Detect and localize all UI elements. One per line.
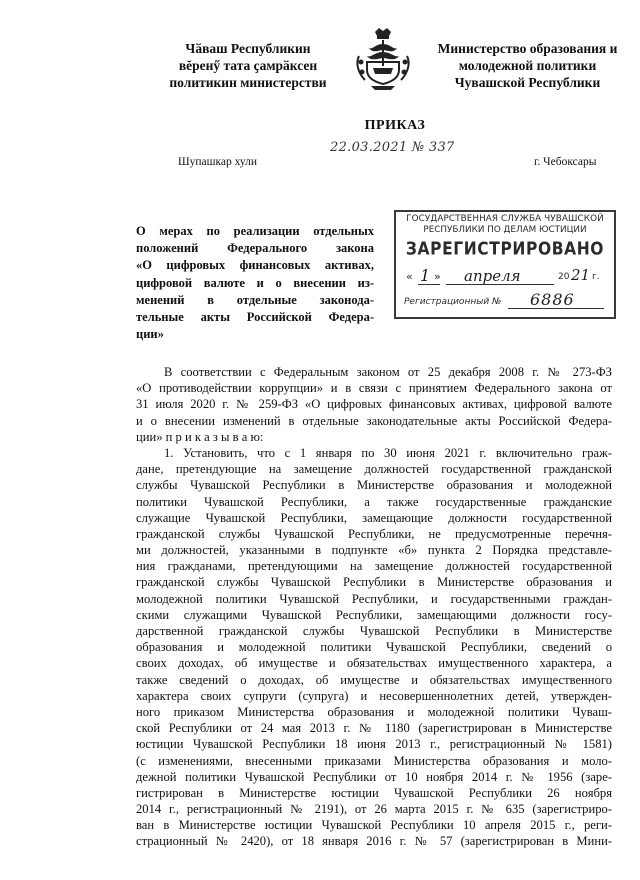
- subject-line: ции»: [136, 327, 164, 342]
- body-line: ния гражданами, претендующими на замещение должностей государственной: [136, 559, 612, 574]
- stamp-line1: ГОСУДАРСТВЕННАЯ СЛУЖБА ЧУВАШСКОЙ: [406, 214, 604, 224]
- body-line: дане, претендующие на замещение должностей государственной гражданской: [136, 462, 612, 477]
- body-line: гражданской службы Чувашской Республики в Министерстве образования и: [136, 575, 612, 590]
- stamp-day: 1: [420, 266, 431, 285]
- stamp-reg-label: Регистрационный №: [404, 297, 502, 307]
- subject-line: положений Федерального закона: [136, 241, 374, 256]
- subject-line: цифровой валюте и о внесении из-: [136, 275, 374, 290]
- body-line: молодежной политики Чувашской Республики, и государственными граждан-: [136, 591, 612, 606]
- subject-line: «О цифровых финансовых активах,: [136, 258, 374, 273]
- header-left-line: политикин министерстви: [169, 75, 327, 90]
- order-title: ПРИКАЗ: [364, 118, 426, 133]
- place-chuvash: Шупашкар хули: [178, 156, 258, 168]
- body-line: гистрирован в Министерстве юстиции Чувашской Республики 26 ноября: [136, 785, 612, 800]
- body-line: ного приказом Министерства образования и молодежной политики Чуваш-: [136, 704, 612, 719]
- header-right-russian: [425, 40, 630, 91]
- stamp-line2: РЕСПУБЛИКИ ПО ДЕЛАМ ЮСТИЦИИ: [423, 225, 587, 235]
- body-line: ции» п р и к а з ы в а ю:: [136, 429, 264, 444]
- registration-stamp: [394, 210, 616, 319]
- subject-line: О мерах по реализации отдельных: [136, 224, 374, 238]
- order-subject: [136, 223, 374, 343]
- chuvash-coat-of-arms-icon: [353, 26, 413, 92]
- order-body: [136, 364, 612, 850]
- stamp-reg-number: 6886: [530, 290, 575, 309]
- body-line: страционный № 2420), от 18 января 2016 г. № 57 (зарегистрирован в Мини-: [136, 834, 612, 849]
- body-line: ми должностей, указанными в подпункте «б» пункта 2 Порядка представле-: [136, 543, 612, 558]
- header-right-line: Чувашской Республики: [454, 75, 601, 90]
- header-left-line: Чӑваш Республикин: [185, 41, 311, 56]
- body-line: «О противодействии коррупции» и в связи с принятием Федерального закона от: [136, 381, 612, 396]
- body-line: ской Республики от 24 мая 2013 г. № 1180 (зарегистрирован в Министерстве: [136, 721, 612, 736]
- body-line: дарственной гражданской службы Чувашской Республики в Министерстве: [136, 624, 612, 638]
- body-line: служащие Чувашской Республики, замещающие должности государственной: [136, 510, 612, 525]
- subject-line: тельные акты Российской Федера-: [136, 310, 374, 325]
- body-line: (с изменениями, внесенными приказами Министерства образования и моло-: [136, 753, 612, 768]
- place-russian: г. Чебоксары: [534, 156, 597, 168]
- body-line: также сведений о доходах, об имуществе и обязательствах имущественного: [136, 672, 612, 687]
- body-line: гражданской службы Чувашской Республики, не предусмотренные перечня-: [136, 526, 612, 541]
- stamp-reg-row: [396, 292, 614, 312]
- body-line: дежной политики Чувашской Республики от 10 ноября 2014 г. № 1956 (заре-: [136, 769, 612, 784]
- header-left-chuvash: [148, 40, 348, 91]
- stamp-year-unit: г.: [592, 272, 600, 282]
- stamp-year-prefix: 20: [558, 272, 570, 282]
- stamp-registered: ЗАРЕГИСТРИРОВАНО: [405, 238, 605, 260]
- body-line: своих доходах, об имуществе и обязательствах имущественного характера, а: [136, 656, 612, 671]
- stamp-month: апреля: [464, 267, 521, 285]
- body-line: и о внесении изменений в отдельные законодательные акты Российской Федера-: [136, 413, 612, 428]
- body-line: образования и молодежной политики Чувашской Республики, сведений о: [136, 640, 612, 655]
- body-line: ван в Министерстве юстиции Чувашской Республики 10 апреля 2015 г., реги-: [136, 818, 612, 833]
- stamp-date-row: [396, 268, 614, 290]
- header-right-line: молодежной политики: [458, 58, 597, 73]
- subject-line: менений в отдельные законода-: [136, 292, 374, 307]
- header-right-line: Министерство образования и: [437, 41, 618, 56]
- stamp-day-open: «: [406, 270, 413, 283]
- order-date-number-handwritten: 22.03.2021 № 337: [330, 140, 455, 155]
- body-line: 2014 г., регистрационный № 2191), от 26 марта 2015 г. № 635 (зарегистриро-: [136, 802, 612, 817]
- body-line: 1. Установить, что с 1 января по 30 июня 2021 г. включительно граж-: [164, 445, 612, 460]
- stamp-year-suffix: 21: [571, 266, 591, 284]
- body-line: службы Чувашской Республики в Министерстве образования и молодежной: [136, 478, 612, 493]
- body-line: политики Чувашской Республики, а также государственные гражданские: [136, 494, 612, 509]
- stamp-day-close: »: [434, 270, 441, 283]
- body-line: юстиции Чувашской Республики 18 июня 2013 г., регистрационный № 1581): [136, 737, 612, 752]
- body-line: характера своих супруги (супруга) и несовершеннолетних детей, утвержден-: [136, 688, 612, 703]
- body-line: 31 июля 2020 г. № 259-ФЗ «О цифровых финансовых активах, цифровой валюте: [136, 397, 612, 412]
- body-line: скими служащими Чувашской Республики, замещающими должности госу-: [136, 607, 612, 622]
- header-left-line: вĕренӳ тата ҫамрӑксен: [178, 58, 318, 73]
- body-line: В соответствии с Федеральным законом от 25 декабря 2008 г. № 273-ФЗ: [164, 365, 612, 379]
